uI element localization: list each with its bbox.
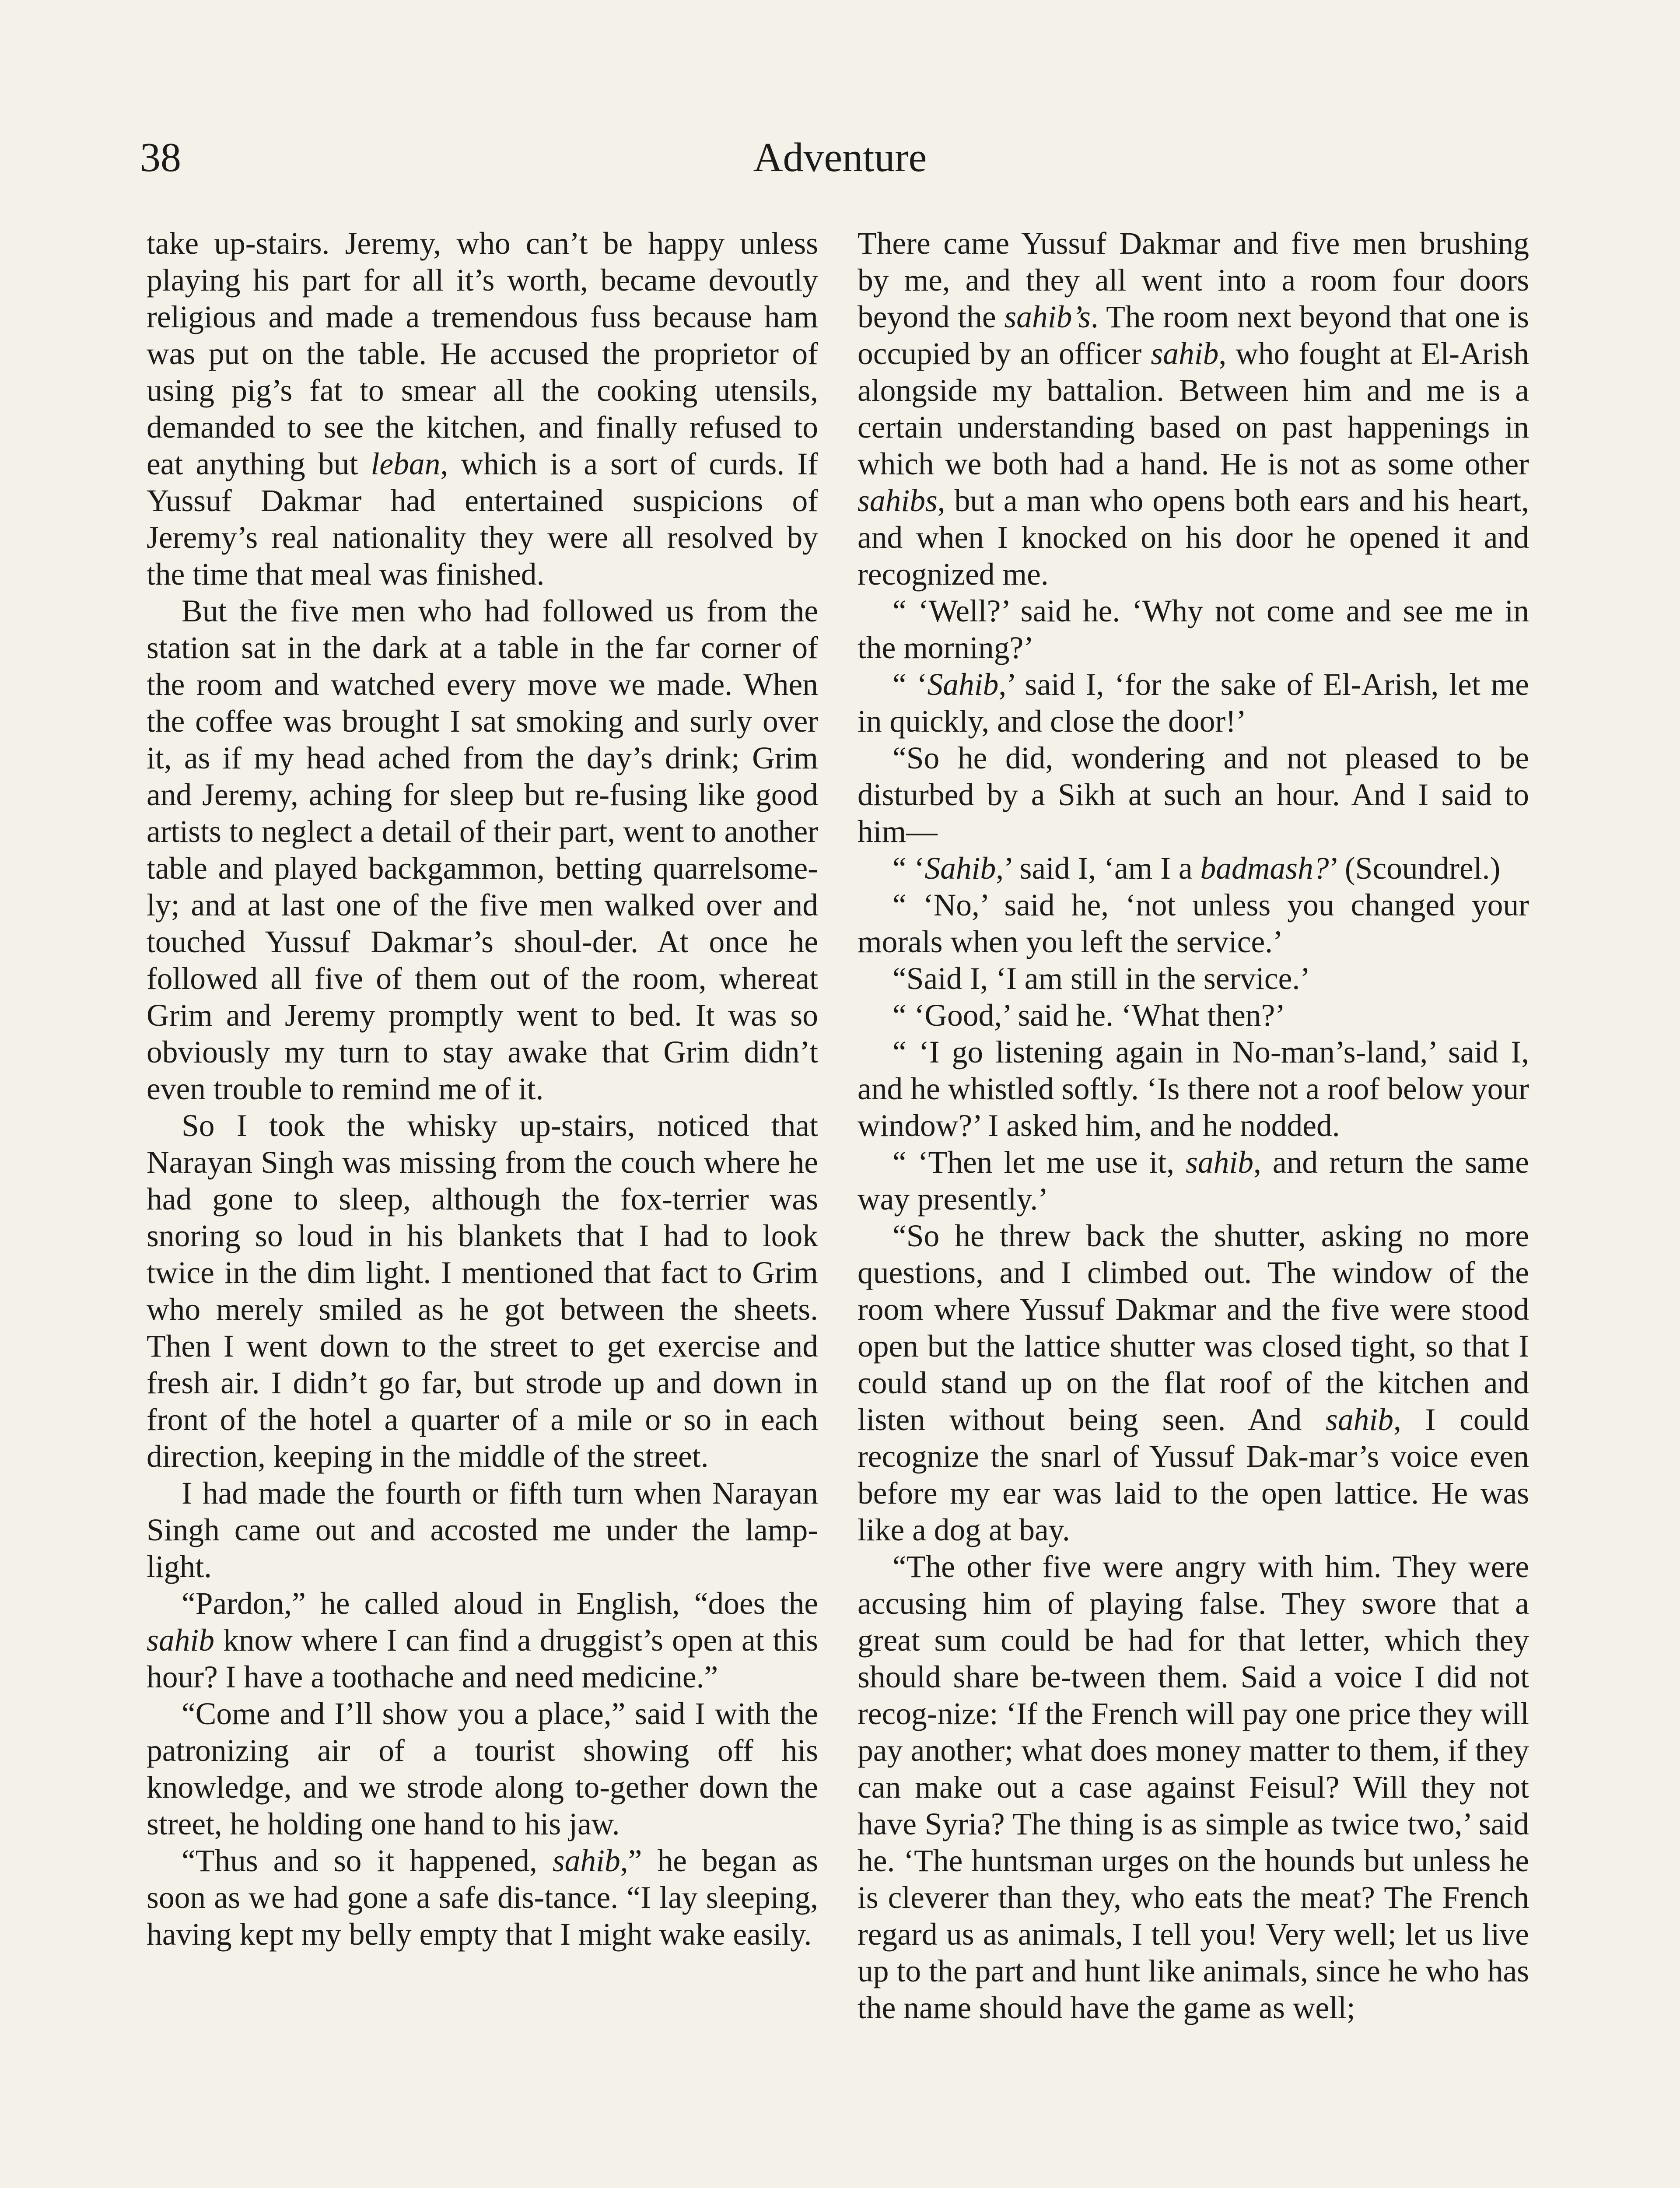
paragraph: “Thus and so it happened, sahib,” he began as soon as we had gone a safe dis-tance. “I lay sleeping, having kept my belly empty that I might wake easily. (147, 1844, 818, 1952)
paragraph: “ ‘Good,’ said he. ‘What then?’ (892, 998, 1286, 1033)
right-column (858, 225, 1529, 2027)
paragraph: “ ‘Well?’ said he. ‘Why not come and see me in the morning?’ (858, 594, 1529, 665)
paragraph: take up-stairs. Jeremy, who can’t be happy unless playing his part for all it’s worth, became devoutly religious and made a tremendous fuss because ham was put on the table. He accused the proprietor of using pig’s fat to smear all the cooking utensils, demanded to see the kitchen, and finally refused to eat anything but leban, which is a sort of curds. If Yussuf Dakmar had entertained suspicions of Jeremy’s real nationality they were all resolved by the time that meal was finished. (147, 226, 818, 592)
paragraph: “Pardon,” he called aloud in English, “does the sahib know where I can find a druggist’s open at this hour? I have a toothache and need medicine.” (147, 1586, 818, 1694)
paragraph: There came Yussuf Dakmar and five men brushing by me, and they all went into a room four doors beyond the sahib’s. The room next beyond that one is occupied by an officer sahib, who fought at El-Arish alongside my battalion. Between him and me is a certain understanding based on past happenings in which we both had a hand. He is not as some other sahibs, but a man who opens both ears and his heart, and when I knocked on his door he opened it and recognized me. (858, 226, 1529, 592)
paragraph: “ ‘Sahib,’ said I, ‘am I a badmash?’ (Scoundrel.) (892, 851, 1501, 886)
paragraph: “Said I, ‘I am still in the service.’ (892, 961, 1311, 996)
paragraph: “Come and I’ll show you a place,” said I with the patronizing air of a tourist showing off his knowledge, and we strode along to-gether down the street, he holding one hand to his jaw. (147, 1697, 818, 1841)
paragraph: I had made the fourth or fifth turn when Narayan Singh came out and accosted me under the lamp-light. (147, 1476, 818, 1584)
paragraph: So I took the whisky up-stairs, noticed that Narayan Singh was missing from the couch where he had gone to sleep, although the fox-terrier was snoring so loud in his blankets that I had to look twice in the dim light. I mentioned that fact to Grim who merely smiled as he got between the sheets. Then I went down to the street to get exercise and fresh air. I didn’t go far, but strode up and down in front of the hotel a quarter of a mile or so in each direction, keeping in the middle of the street. (147, 1108, 818, 1474)
paragraph: “ ‘No,’ said he, ‘not unless you changed your morals when you left the service.’ (858, 888, 1529, 959)
paragraph: “ ‘Sahib,’ said I, ‘for the sake of El-Arish, let me in quickly, and close the door!’ (858, 667, 1529, 739)
paragraph: But the five men who had followed us from the station sat in the dark at a table in the far corner of the room and watched every move we made. When the coffee was brought I sat smoking and surly over it, as if my head ached from the day’s drink; Grim and Jeremy, aching for sleep but re-fusing like good artists to neglect a detail of their part, went to another table and played backgammon, betting quarrelsome-ly; and at last one of the five men walked over and touched Yussuf Dakmar’s shoul-der. At once he followed all five of them out of the room, whereat Grim and Jeremy promptly went to bed. It was so obviously my turn to stay awake that Grim didn’t even trouble to remind me of it. (147, 594, 818, 1106)
paragraph: “ ‘I go listening again in No-man’s-land,’ said I, and he whistled softly. ‘Is there not a roof below your window?’ I asked him, and he nodded. (858, 1035, 1529, 1143)
paragraph: “The other five were angry with him. They were accusing him of playing false. They swore that a great sum could be had for that letter, which they should share be-tween them. Said a voice I did not recog-nize: ‘If the French will pay one price they will pay another; what does money matter to them, if they can make out a case against Feisul? Will they not have Syria? The thing is as simple as twice two,’ said he. ‘The huntsman urges on the hounds but unless he is cleverer than they, who eats the meat? The French regard us as animals, I tell you! Very well; let us live up to the part and hunt like animals, since he who has the name should have the game as well; (858, 1550, 1529, 2025)
page-number: 38 (140, 135, 181, 180)
running-title: Adventure (753, 135, 927, 180)
paragraph: “So he threw back the shutter, asking no more questions, and I climbed out. The window of the room where Yussuf Dakmar and the five were stood open but the lattice shutter was closed tight, so that I could stand up on the flat roof of the kitchen and listen without being seen. And sahib, I could recognize the snarl of Yussuf Dak-mar’s voice even before my ear was laid to the open lattice. He was like a dog at bay. (858, 1219, 1529, 1547)
paragraph: “So he did, wondering and not pleased to be disturbed by a Sikh at such an hour. And I said to him— (858, 741, 1529, 849)
page-header (140, 131, 1540, 193)
left-column (147, 225, 818, 1953)
paragraph: “ ‘Then let me use it, sahib, and return the same way presently.’ (858, 1145, 1529, 1217)
